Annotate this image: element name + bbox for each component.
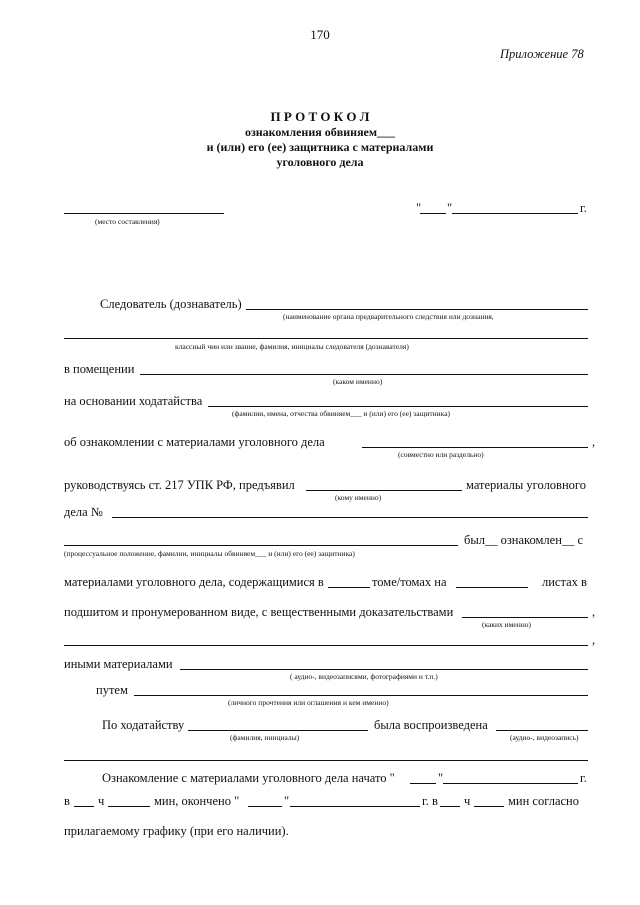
evidence-field[interactable]	[462, 617, 588, 618]
end-month-field[interactable]	[290, 806, 420, 807]
appendix-label: Приложение 78	[500, 47, 584, 61]
materials-text-3: листах в	[542, 575, 587, 589]
start-month-field[interactable]	[443, 783, 578, 784]
presented-to-field[interactable]	[306, 490, 462, 491]
motion2-field[interactable]	[188, 730, 368, 731]
reproduced-field[interactable]	[496, 730, 588, 731]
date-month-field[interactable]	[452, 213, 578, 214]
min-according-text: мин согласно	[508, 794, 579, 808]
review-label: об ознакомлении с материалами уголовного дела	[64, 435, 325, 449]
min-ended-text: мин, окончено "	[154, 794, 240, 808]
reproduced-text: была воспроизведена	[374, 718, 488, 732]
by-means-field[interactable]	[134, 695, 588, 696]
materials-text-2: томе/томах на	[372, 575, 447, 589]
by-means-caption: (личного прочтения или оглашения и кем именно)	[228, 698, 389, 707]
procedural-status-field[interactable]	[64, 545, 458, 546]
guided-tail: материалы уголовного	[466, 478, 586, 492]
motion-field[interactable]	[208, 406, 588, 407]
premises-label: в помещении	[64, 362, 135, 376]
bound-text: подшитом и пронумерованном виде, с вещественными доказательствами	[64, 605, 454, 619]
by-means-label: путем	[96, 683, 128, 697]
page-number: 170	[310, 27, 330, 42]
reproduced-continuation-field[interactable]	[64, 760, 588, 761]
rank-field[interactable]	[64, 338, 588, 339]
start-minute-field[interactable]	[108, 806, 150, 807]
place-field[interactable]	[64, 213, 224, 214]
continuation-comma: ,	[592, 633, 596, 647]
title-line-2: и (или) его (ее) защитника с материалами	[206, 140, 434, 154]
document-title: П Р О Т О К О Л	[270, 109, 370, 124]
case-number-field[interactable]	[112, 517, 588, 518]
procedural-status-caption: (процессуальное положение, фамилии, инициалы обвиняем___ и (или) его (ее) защитника)	[64, 549, 355, 558]
premises-field[interactable]	[140, 374, 588, 375]
start-hour-field[interactable]	[74, 806, 94, 807]
start-year-suffix: г.	[580, 771, 587, 785]
place-caption: (место составления)	[95, 217, 160, 226]
motion2-caption: (фамилия, инициалы)	[230, 733, 300, 742]
investigator-label: Следователь (дознаватель)	[100, 297, 242, 311]
volume-count-field[interactable]	[328, 587, 370, 588]
review-comma: ,	[592, 435, 596, 449]
ended-quote: "	[284, 794, 290, 808]
date-close-quote: "	[447, 201, 453, 215]
start-label: Ознакомление с материалами уголовного дела начато "	[102, 771, 395, 785]
end-hour-field[interactable]	[440, 806, 460, 807]
end-day-field[interactable]	[248, 806, 282, 807]
start-quote: "	[438, 771, 444, 785]
motion-caption: (фамилии, имена, отчества обвиняем___ и (или) его (ее) защитника)	[232, 409, 451, 418]
title-line-1: ознакомления обвиняем___	[244, 125, 396, 139]
rank-caption: классный чин или звание, фамилия, инициалы следователя (дознавателя)	[175, 342, 409, 351]
schedule-text: прилагаемому графику (при его наличии).	[64, 824, 289, 838]
motion2-label: По ходатайству	[102, 718, 185, 732]
start-day-field[interactable]	[410, 783, 436, 784]
sheet-count-field[interactable]	[456, 587, 528, 588]
g-in-text: г. в	[422, 794, 438, 808]
date-day-field[interactable]	[420, 213, 446, 214]
hours-label-2: ч	[464, 794, 471, 808]
materials-text-1: материалами уголовного дела, содержащимися в	[64, 575, 324, 589]
investigator-field[interactable]	[246, 309, 588, 310]
reproduced-caption: (аудио-, видеозапись)	[510, 733, 579, 742]
title-line-3: уголовного дела	[276, 155, 364, 169]
review-caption: (совместно или раздельно)	[398, 450, 484, 459]
case-number-label: дела №	[64, 505, 103, 519]
in-label: в	[64, 794, 70, 808]
presented-to-caption: (кому именно)	[335, 493, 382, 502]
premises-caption: (каком именно)	[333, 377, 383, 386]
date-open-quote: "	[416, 201, 422, 215]
evidence-caption: (каких именно)	[482, 620, 532, 629]
date-year-suffix: г.	[580, 201, 587, 215]
evidence-continuation-field[interactable]	[64, 645, 588, 646]
other-materials-caption: ( аудио-, видеозаписями, фотографиями и т.п.)	[290, 672, 438, 681]
other-materials-label: иными материалами	[64, 657, 173, 671]
hours-label: ч	[98, 794, 105, 808]
guided-label: руководствуясь ст. 217 УПК РФ, предъявил	[64, 478, 295, 492]
bound-comma: ,	[592, 605, 596, 619]
review-mode-field[interactable]	[362, 447, 588, 448]
end-minute-field[interactable]	[474, 806, 504, 807]
was-acquainted-text: был__ ознакомлен__ с	[464, 533, 584, 547]
investigator-caption: (наименование органа предварительного следствия или дознания,	[283, 312, 494, 321]
motion-label: на основании ходатайства	[64, 394, 203, 408]
other-materials-field[interactable]	[180, 669, 588, 670]
